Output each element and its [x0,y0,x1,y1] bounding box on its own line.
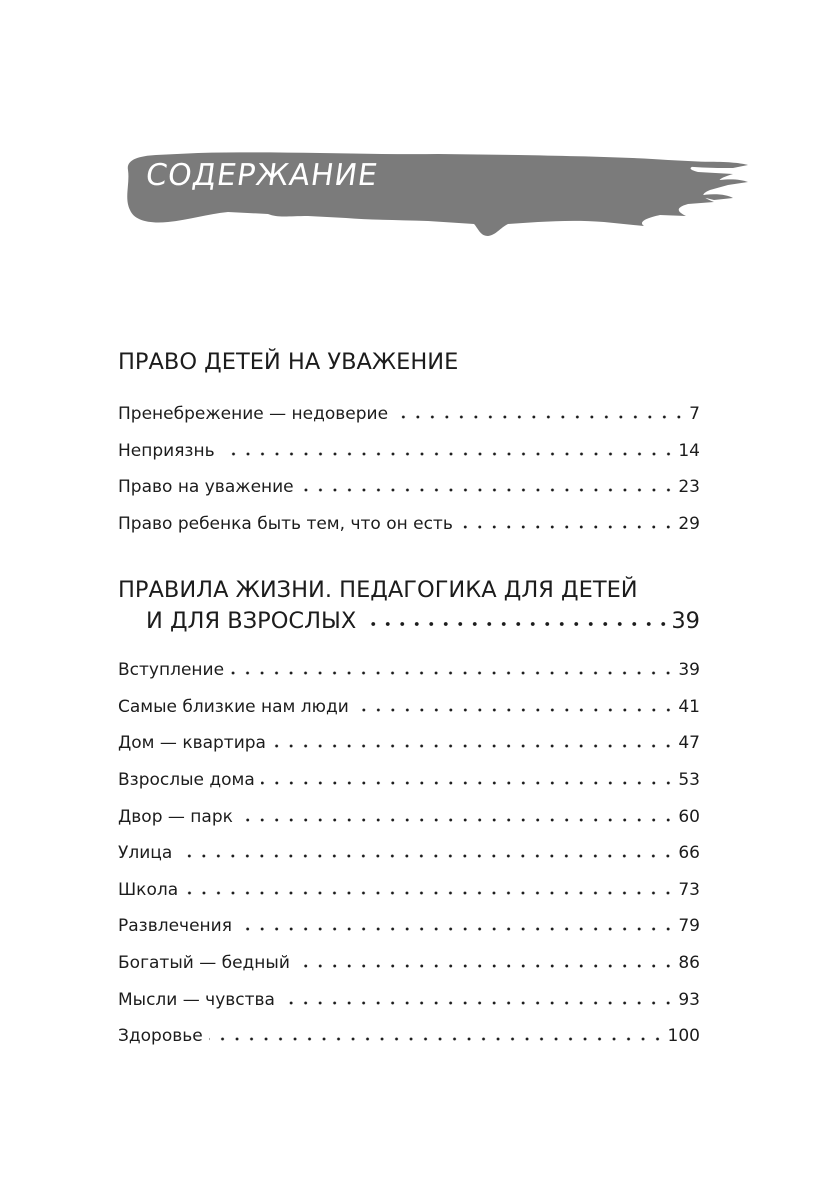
dot-leader [296,961,675,971]
toc-entry[interactable] [118,945,700,982]
toc-entry[interactable] [118,798,700,835]
toc-entry[interactable] [118,1018,700,1055]
section-heading: ПРАВИЛА ЖИЗНИ. ПЕДАГОГИКА ДЛЯ ДЕТЕЙ [118,577,638,603]
toc-entry-title: Развлечения [118,916,232,937]
section-heading-continuation[interactable] [146,604,700,638]
dot-leader [209,1034,665,1044]
toc-entry-title: Взрослые дома [118,770,255,791]
dot-leader [221,449,676,459]
toc-entry-title: Здоровье [118,1026,203,1047]
toc-entry[interactable] [118,433,700,470]
section-heading: ПРАВО ДЕТЕЙ НА УВАЖЕНИЕ [118,349,459,375]
toc-entry-title: Школа [118,879,179,900]
toc-entry-page: 93 [678,989,700,1010]
dot-leader [239,815,675,825]
toc-entry-page: 7 [689,404,700,425]
toc-entry-page: 41 [678,696,700,717]
toc-entry-title: Двор — парк [118,806,233,827]
toc-entry[interactable] [118,725,700,762]
toc-entry[interactable] [118,652,700,689]
toc-entry-page: 29 [678,514,700,535]
dot-leader [281,998,675,1008]
toc-entry-title: Неприязнь [118,440,215,461]
toc-entry-page: 66 [678,843,700,864]
toc-entry-title: Пренебрежение — недоверие [118,404,389,425]
toc-entry[interactable] [118,469,700,506]
toc-entry[interactable] [118,506,700,543]
toc-entry-page: 47 [678,733,700,754]
toc-entry-page: 86 [678,953,700,974]
toc-entry-title: Улица [118,843,173,864]
dot-leader [178,851,675,861]
section-heading-line2: И ДЛЯ ВЗРОСЛЫХ [146,608,357,634]
dot-leader [394,412,686,422]
dot-leader [355,705,676,715]
dot-leader [261,778,676,788]
dot-leader [238,924,675,934]
toc-entry[interactable] [118,908,700,945]
toc-entry[interactable] [118,396,700,433]
toc-entry-page: 100 [667,1026,700,1047]
toc-entry[interactable] [118,689,700,726]
dot-leader [300,485,676,495]
toc-entry-title: Самые близкие нам люди [118,696,349,717]
toc-section-2-list [118,652,700,1055]
toc-entry-page: 23 [678,477,700,498]
dot-leader [459,522,676,532]
toc-section-1-list [118,396,700,542]
toc-entry-page: 79 [678,916,700,937]
toc-entry-page: 53 [678,770,700,791]
dot-leader [272,741,675,751]
page-title: СОДЕРЖАНИЕ [143,158,381,193]
dot-leader [184,888,675,898]
toc-entry-title: Вступление [118,660,225,681]
toc-entry-title: Богатый — бедный [118,953,290,974]
toc-entry-page: 14 [678,440,700,461]
dot-leader [366,617,667,631]
toc-entry-page: 39 [678,660,700,681]
toc-entry-title: Право ребенка быть тем, что он есть [118,514,453,535]
toc-entry[interactable] [118,872,700,909]
toc-entry-page: 73 [678,879,700,900]
toc-entry-title: Мысли — чувства [118,989,275,1010]
toc-entry-title: Дом — квартира [118,733,266,754]
toc-entry[interactable] [118,981,700,1018]
section-heading-page: 39 [671,608,700,634]
toc-entry[interactable] [118,762,700,799]
toc-entry-page: 60 [678,806,700,827]
toc-entry[interactable] [118,835,700,872]
toc-entry-title: Право на уважение [118,477,294,498]
dot-leader [230,668,675,678]
brush-stroke-banner [108,138,758,248]
